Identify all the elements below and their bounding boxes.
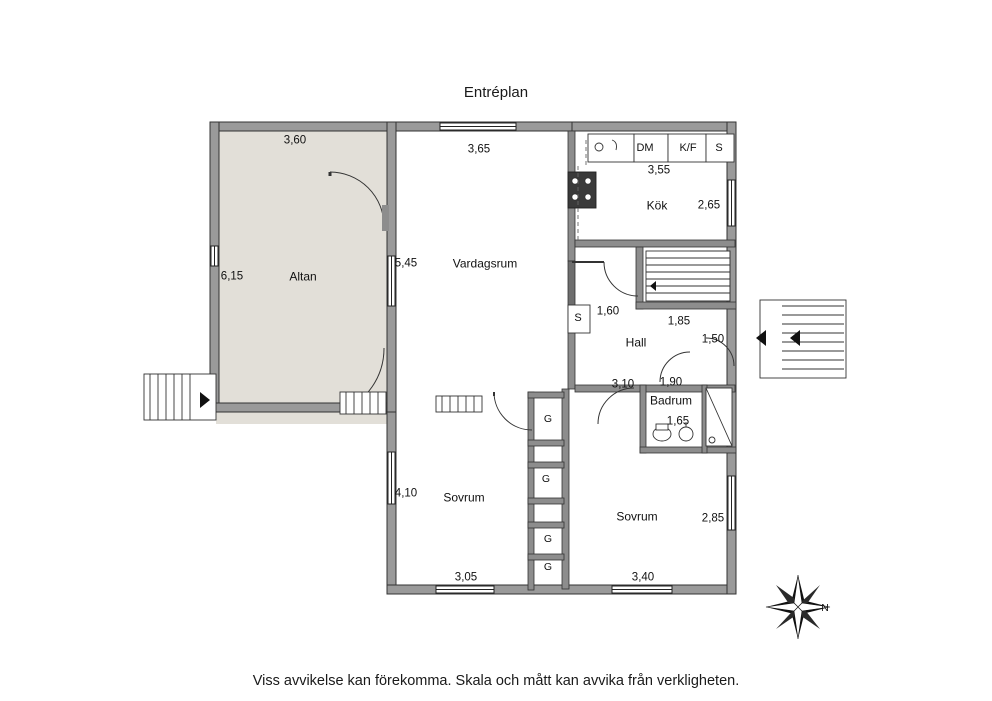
room-label-kok: Kök	[646, 198, 668, 213]
appliance-label-s-2: S	[574, 311, 582, 324]
appliance-label-dm: DM	[636, 141, 654, 154]
dimension-badrum-top: 1,90	[659, 376, 683, 389]
closet-label-4: G	[543, 561, 553, 574]
room-label-badrum: Badrum	[649, 393, 693, 408]
dimension-hall-right: 1,50	[701, 333, 725, 346]
dimension-stair: 1,85	[667, 315, 691, 328]
room-label-hall: Hall	[625, 335, 647, 350]
room-label-altan: Altan	[289, 269, 317, 284]
closet-label-2: G	[541, 473, 551, 486]
dimension-vardagsrum-top: 3,65	[467, 143, 491, 156]
compass-north-label: N	[821, 602, 829, 615]
room-label-sovrum-2: Sovrum	[616, 509, 658, 524]
dimension-sovrum1-bottom: 3,05	[454, 571, 478, 584]
dimension-sovrum1-left: 4,10	[394, 487, 418, 500]
dimension-altan-left: 6,15	[220, 270, 244, 283]
dimension-vardagsrum-s: 1,60	[596, 305, 620, 318]
dimension-vardagsrum-left: 5,45	[394, 257, 418, 270]
dimension-kok-right: 2,65	[697, 199, 721, 212]
closet-label-3: G	[543, 533, 553, 546]
dimension-hall-bottom: 3,10	[611, 378, 635, 391]
closet-label-1: G	[543, 413, 553, 426]
dimension-badrum-bottom: 1,65	[666, 415, 690, 428]
room-label-vardagsrum: Vardagsrum	[452, 256, 518, 271]
dimension-kok-top: 3,55	[647, 164, 671, 177]
disclaimer-note: Viss avvikelse kan förekomma. Skala och mått kan avvika från verkligheten.	[252, 673, 740, 689]
dimension-altan-top: 3,60	[283, 134, 307, 147]
appliance-label-s-1: S	[715, 141, 723, 154]
dimension-sovrum2-bottom: 3,40	[631, 571, 655, 584]
dimension-sovrum2-right: 2,85	[701, 512, 725, 525]
page-title: Entréplan	[463, 84, 529, 101]
appliance-label-kf: K/F	[679, 141, 697, 154]
room-label-sovrum-1: Sovrum	[443, 490, 485, 505]
